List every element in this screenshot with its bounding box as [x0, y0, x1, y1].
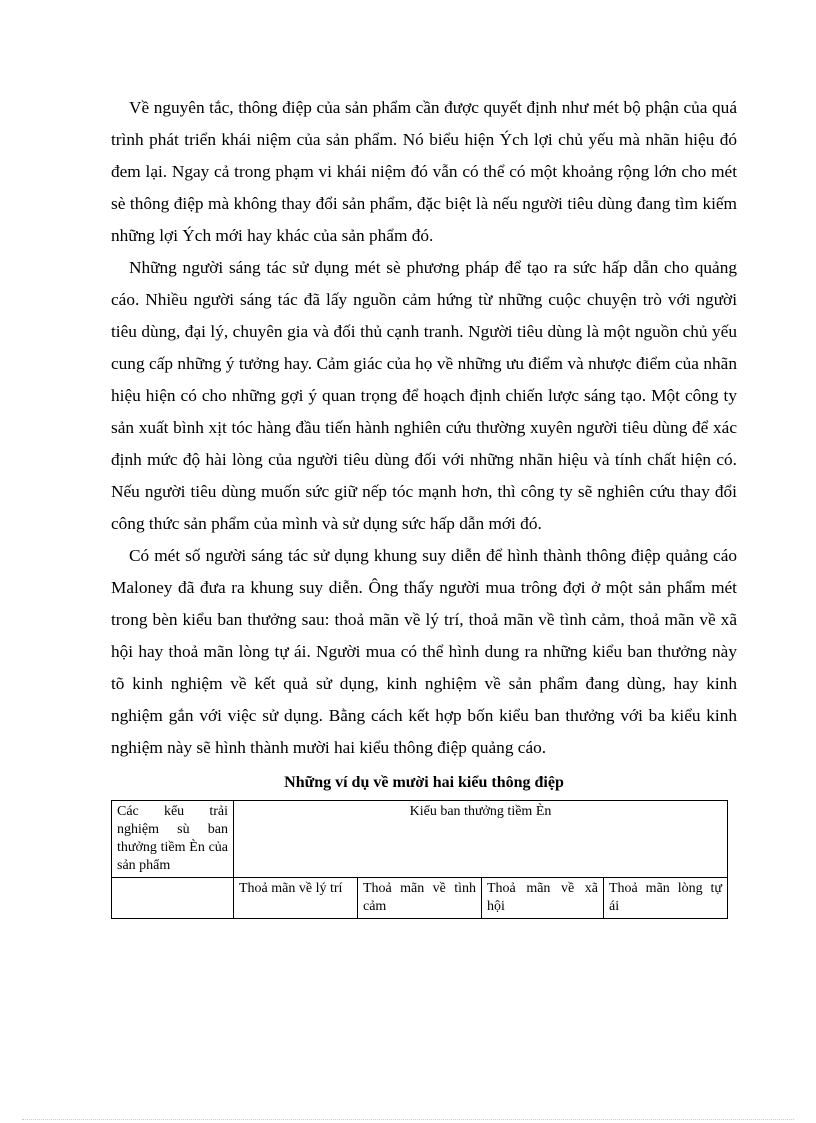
- paragraph-1: Về nguyên tắc, thông điệp của sản phẩm cần được quyết định như mét bộ phận của quá trình phát triển khái niệm của sản phẩm. Nó biểu hiện Ých lợi chủ yếu mà nhãn hiệu đó đem lại. Ngay cả trong phạm vi khái niệm đó vẫn có thể có một khoảng rộng lớn cho mét sè thông điệp mà không thay đổi sản phẩm, đặc biệt là nếu người tiêu dùng đang tìm kiếm những lợi Ých mới hay khác của sản phẩm đó.: [111, 98, 737, 245]
- table-header-row: [112, 801, 728, 878]
- table-title: Những ví dụ về mười hai kiểu thông điệp: [284, 774, 564, 791]
- column-header-social: Thoả mãn về xã hội: [482, 878, 604, 919]
- message-types-table: [111, 800, 728, 919]
- table-subheader-row: [112, 878, 728, 919]
- column-header-ego: Thoả mãn lòng tự ái: [604, 878, 728, 919]
- column-header-emotional: Thoả mãn về tình cảm: [358, 878, 482, 919]
- paragraph-3: Có mét số người sáng tác sử dụng khung suy diễn để hình thành thông điệp quảng cáo Maloney đã đưa ra khung suy diễn. Ông thấy người mua trông đợi ở một sản phẩm mét trong bèn kiểu ban thưởng sau: thoả mãn về lý trí, thoả mãn về tình cảm, thoả mãn về xã hội hay thoả mãn lòng tự ái. Người mua có thể hình dung ra những kiểu ban thưởng này tõ kinh nghiệm về kết quả sử dụng, kinh nghiệm về sản phẩm đang dùng, hay kinh nghiệm gắn với việc sử dụng. Bằng cách kết hợp bốn kiểu ban thưởng với ba kiểu kinh nghiệm này sẽ hình thành mười hai kiểu thông điệp quảng cáo.: [111, 546, 737, 757]
- column-header-rational: Thoả mãn về lý trí: [234, 878, 358, 919]
- document-page: [111, 92, 737, 919]
- column-group-header-cell: Kiểu ban thưởng tiềm Èn: [234, 801, 728, 878]
- page-bottom-divider: [22, 1119, 794, 1120]
- row-header-cell: Các kểu trải nghiệm sù ban thưởng tiềm Èn của sản phẩm: [112, 801, 234, 878]
- paragraph-2: Những người sáng tác sử dụng mét sè phương pháp để tạo ra sức hấp dẫn cho quảng cáo. Nhiều người sáng tác đã lấy nguồn cảm hứng từ những cuộc chuyện trò với người tiêu dùng, đại lý, chuyên gia và đối thủ cạnh tranh. Người tiêu dùng là một nguồn chủ yếu cung cấp những ý tưởng hay. Cảm giác của họ về những ưu điểm và nhược điểm của nhãn hiệu hiện có cho những gợi ý quan trọng để hoạch định chiến lược sáng tạo. Một công ty sản xuất bình xịt tóc hàng đầu tiến hành nghiên cứu thường xuyên người tiêu dùng để xác định mức độ hài lòng của người tiêu dùng đối với những nhãn hiệu và tính chất hiện có. Nếu người tiêu dùng muốn sức giữ nếp tóc mạnh hơn, thì công ty sẽ nghiên cứu thay đổi công thức sản phẩm của mình và sử dụng sức hấp dẫn mới đó.: [111, 258, 737, 533]
- empty-cell: [112, 878, 234, 919]
